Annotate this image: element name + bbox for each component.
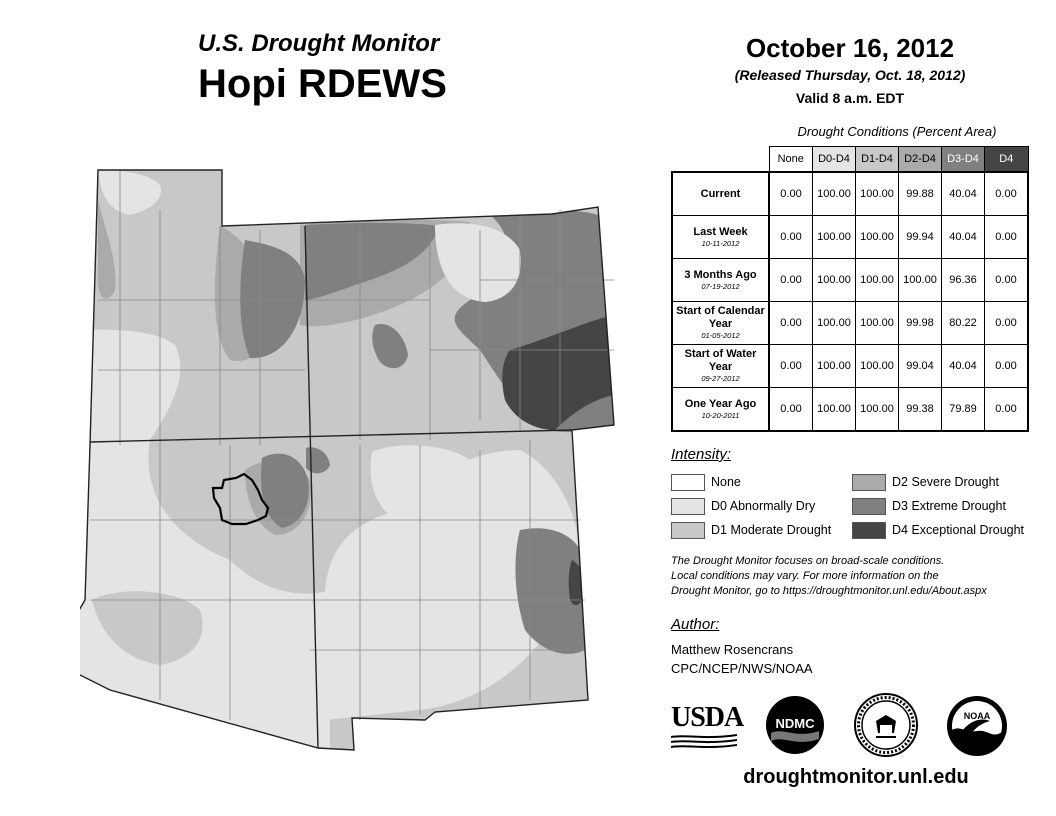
map-title: Hopi RDEWS xyxy=(198,62,447,106)
table-cell: 100.00 xyxy=(856,216,899,259)
table-cell: 0.00 xyxy=(769,302,813,345)
table-cell: 0.00 xyxy=(985,259,1029,302)
table-caption: Drought Conditions (Percent Area) xyxy=(797,124,997,139)
table-cell: 100.00 xyxy=(813,388,856,432)
author-org: CPC/NCEP/NWS/NOAA xyxy=(671,661,813,676)
table-row xyxy=(672,345,1028,388)
note-line: Local conditions may vary. For more information on the xyxy=(671,570,939,582)
col-header-d2-d4: D2-D4 xyxy=(899,147,942,173)
legend-label: D0 Abnormally Dry xyxy=(711,499,816,513)
row-label-text: Start of Calendar Year xyxy=(676,305,765,330)
row-label xyxy=(672,216,769,259)
legend-swatch xyxy=(671,498,705,515)
row-label-text: One Year Ago xyxy=(684,397,757,410)
legend-item-none xyxy=(671,470,831,494)
col-header-d0-d4: D0-D4 xyxy=(813,147,856,173)
legend-item-d0 xyxy=(671,494,831,518)
note-line: The Drought Monitor focuses on broad-scale conditions. xyxy=(671,555,945,567)
noaa-logo-text: NOAA xyxy=(963,711,991,721)
row-date: 01-05-2012 xyxy=(701,331,740,340)
table-cell: 99.94 xyxy=(899,216,942,259)
note-line: Drought Monitor, go to https://droughtmonitor.unl.edu/About.aspx xyxy=(671,585,987,597)
legend-swatch xyxy=(671,522,705,539)
disclaimer-note xyxy=(671,554,1041,599)
legend-label: D4 Exceptional Drought xyxy=(892,523,1025,537)
table-cell: 0.00 xyxy=(985,216,1029,259)
drought-conditions-table xyxy=(671,146,1029,432)
row-label-text: 3 Months Ago xyxy=(684,268,757,281)
ndmc-logo-text: NDMC xyxy=(775,716,815,731)
table-cell: 0.00 xyxy=(769,345,813,388)
noaa-logo-icon xyxy=(946,695,1008,757)
ndmc-logo xyxy=(765,695,825,755)
row-label-text: Last Week xyxy=(693,225,748,238)
report-date: October 16, 2012 xyxy=(745,33,955,63)
legend-col-right xyxy=(852,470,1024,542)
legend-item-d4 xyxy=(852,518,1024,542)
row-label xyxy=(672,302,769,345)
row-label xyxy=(672,388,769,432)
table-cell: 79.89 xyxy=(942,388,985,432)
d4-area-se xyxy=(569,560,586,605)
usda-logo-text: USDA xyxy=(671,702,744,733)
table-cell: 100.00 xyxy=(856,302,899,345)
row-label xyxy=(672,259,769,302)
commerce-seal-icon xyxy=(854,693,918,757)
release-date: (Released Thursday, Oct. 18, 2012) xyxy=(734,67,966,83)
table-cell: 100.00 xyxy=(856,172,899,216)
header-blank-cell xyxy=(672,147,769,173)
table-cell: 0.00 xyxy=(985,172,1029,216)
legend-swatch xyxy=(852,522,886,539)
legend-swatch xyxy=(852,474,886,491)
table-cell: 40.04 xyxy=(942,345,985,388)
table-cell: 0.00 xyxy=(985,388,1029,432)
author-name: Matthew Rosencrans xyxy=(671,642,794,657)
row-label xyxy=(672,172,769,216)
usda-logo-waves xyxy=(671,734,737,748)
valid-time: Valid 8 a.m. EDT xyxy=(795,90,905,106)
table-cell: 99.04 xyxy=(899,345,942,388)
table-row xyxy=(672,259,1028,302)
noaa-logo xyxy=(946,695,1008,757)
legend-swatch xyxy=(852,498,886,515)
legend-label: None xyxy=(711,475,741,489)
table-row xyxy=(672,388,1028,432)
col-header-d4: D4 xyxy=(985,147,1029,173)
table-row xyxy=(672,302,1028,345)
table-cell: 0.00 xyxy=(769,216,813,259)
table-row xyxy=(672,172,1028,216)
legend-label: D2 Severe Drought xyxy=(892,475,1000,489)
table-row xyxy=(672,216,1028,259)
legend-item-d1 xyxy=(671,518,831,542)
table-cell: 100.00 xyxy=(856,345,899,388)
legend-heading: Intensity: xyxy=(671,446,732,463)
col-header-none: None xyxy=(769,147,813,173)
commerce-seal-logo xyxy=(854,693,918,757)
drought-map xyxy=(80,160,620,760)
legend-label: D1 Moderate Drought xyxy=(711,523,832,537)
table-cell: 80.22 xyxy=(942,302,985,345)
row-date: 07-19-2012 xyxy=(701,281,740,291)
col-header-d3-d4: D3-D4 xyxy=(942,147,985,173)
legend-label: D3 Extreme Drought xyxy=(892,499,1006,513)
legend-item-d2 xyxy=(852,470,1024,494)
row-label xyxy=(672,345,769,388)
table-cell: 99.88 xyxy=(899,172,942,216)
map-subtitle: U.S. Drought Monitor xyxy=(198,30,440,57)
row-date: 09-27-2012 xyxy=(701,374,740,383)
table-cell: 100.00 xyxy=(899,259,942,302)
table-cell: 100.00 xyxy=(813,216,856,259)
drought-shading xyxy=(80,160,620,760)
legend-item-d3 xyxy=(852,494,1024,518)
row-date: 10-20-2011 xyxy=(701,410,740,420)
ndmc-logo-icon xyxy=(765,695,825,755)
table-cell: 96.36 xyxy=(942,259,985,302)
table-cell: 100.00 xyxy=(813,259,856,302)
legend-col-left xyxy=(671,470,831,542)
row-label-text: Start of Water Year xyxy=(684,348,757,373)
table-cell: 0.00 xyxy=(769,388,813,432)
table-cell: 0.00 xyxy=(769,172,813,216)
website-url[interactable]: droughtmonitor.unl.edu xyxy=(743,766,969,788)
table-cell: 0.00 xyxy=(985,302,1029,345)
table-cell: 0.00 xyxy=(769,259,813,302)
author-heading: Author: xyxy=(671,616,720,633)
table-cell: 100.00 xyxy=(856,388,899,432)
col-header-d1-d4: D1-D4 xyxy=(856,147,899,173)
table-cell: 0.00 xyxy=(985,345,1029,388)
row-date: 10-11-2012 xyxy=(701,238,740,248)
table-cell: 100.00 xyxy=(813,345,856,388)
table-cell: 100.00 xyxy=(856,259,899,302)
table-cell: 99.38 xyxy=(899,388,942,432)
table-header-row xyxy=(672,147,1028,173)
table-cell: 40.04 xyxy=(942,216,985,259)
usda-logo xyxy=(671,702,744,750)
legend-swatch xyxy=(671,474,705,491)
table-cell: 100.00 xyxy=(813,302,856,345)
table-cell: 40.04 xyxy=(942,172,985,216)
table-cell: 99.98 xyxy=(899,302,942,345)
table-cell: 100.00 xyxy=(813,172,856,216)
row-label-text: Current xyxy=(700,187,741,200)
